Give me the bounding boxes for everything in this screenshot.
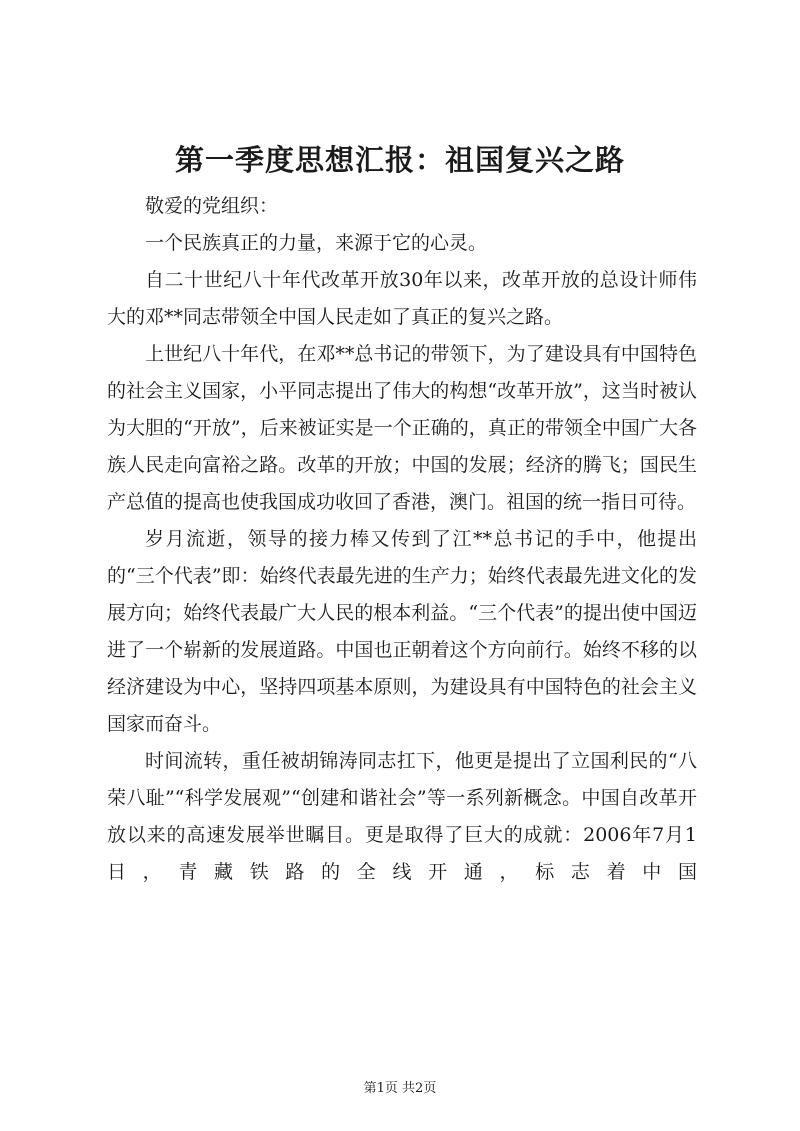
body-paragraph: 自二十世纪八十年代改革开放30年以来，改革开放的总设计师伟大的邓**同志带领全中国人民走如了真正的复兴之路。 xyxy=(107,269,697,328)
body-paragraph: 时间流转，重任被胡锦涛同志扛下，他更是提出了立国利民的“八荣八耻”“科学发展观”“创建和谐社会”等一系列新概念。中国自改革开放以来的高速发展举世瞩目。更是取得了巨大的成就：2006年7月1日，青藏铁路的全线开通，标志着中国 xyxy=(107,750,697,883)
document-body xyxy=(107,188,697,891)
page-number-footer: 第1页 共2页 xyxy=(363,1081,437,1096)
body-paragraph: 上世纪八十年代，在邓**总书记的带领下，为了建设具有中国特色的社会主义国家，小平同志提出了伟大的构想“改革开放”，这当时被认为大胆的“开放”，后来被证实是一个正确的，真正的带领全中国广大各族人民走向富裕之路。改革的开放；中国的发展；经济的腾飞；国民生产总值的提高也使我国成功收回了香港，澳门。祖国的统一指日可待。 xyxy=(107,343,697,513)
document-title: 第一季度思想汇报：祖国复兴之路 xyxy=(174,143,625,177)
body-paragraph: 一个民族真正的力量，来源于它的心灵。 xyxy=(145,232,488,254)
body-paragraph: 岁月流逝，领导的接力棒又传到了江**总书记的手中，他提出的“三个代表”即：始终代表最先进的生产力；始终代表最先进文化的发展方向；始终代表最广大人民的根本利益。“三个代表”的提出使中国迈进了一个崭新的发展道路。中国也正朝着这个方向前行。始终不移的以经济建设为中心，坚持四项基本原则，为建设具有中国特色的社会主义国家而奋斗。 xyxy=(107,528,697,735)
salutation-paragraph: 敬爱的党组织： xyxy=(145,195,279,217)
